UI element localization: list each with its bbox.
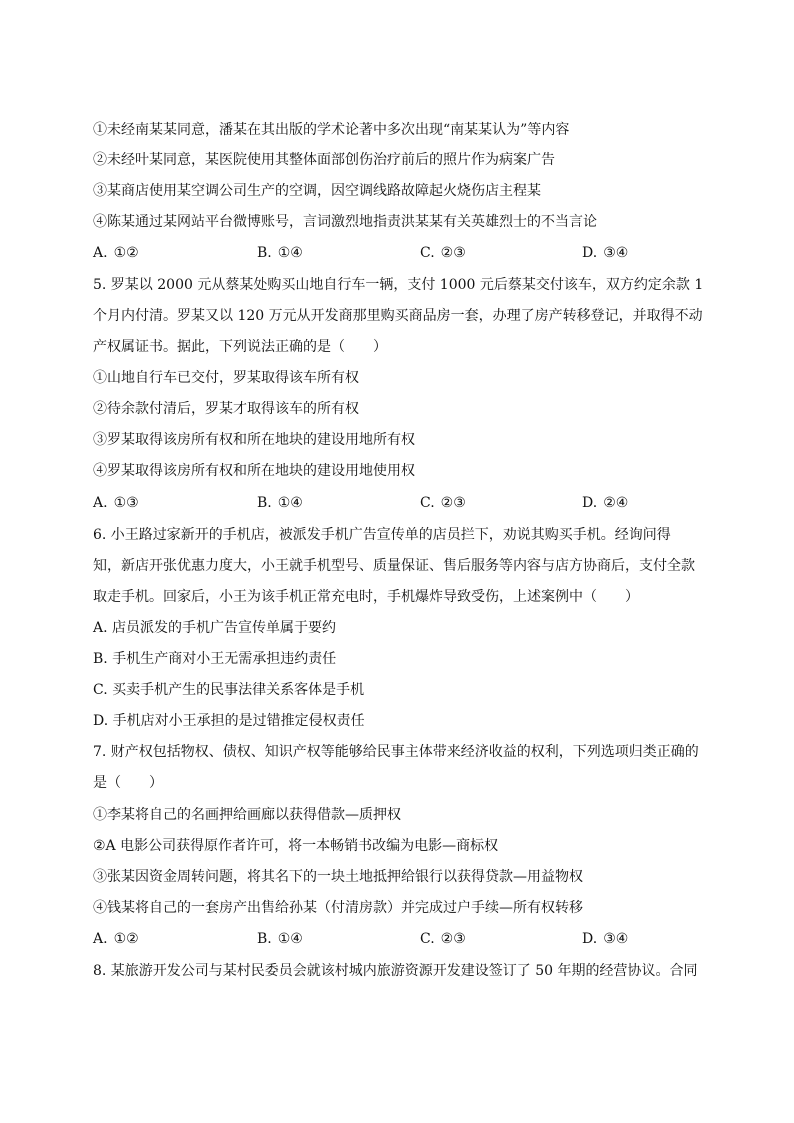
q7-item-4: ④钱某将自己的一套房产出售给孙某（付清房款）并完成过户手续—所有权转移 [93, 900, 583, 916]
q4-item-1: ①未经南某某同意，潘某在其出版的学术论著中多次出现“南某某认为”等内容 [93, 122, 570, 138]
q5-options [93, 493, 713, 513]
q5-item-2: ②待余款付清后，罗某才取得该车的所有权 [93, 401, 359, 417]
q7-option-c: C. ②③ [420, 931, 466, 947]
q5-stem-line-1: 5. 罗某以 2000 元从蔡某处购买山地自行车一辆，支付 1000 元后蔡某交付该车，双方约定余款 1 [93, 277, 704, 293]
q7-option-d: D. ③④ [582, 931, 629, 947]
q5-option-a: A. ①③ [93, 495, 139, 511]
q4-option-b: B. ①④ [257, 245, 303, 261]
q6-choice-d: D. 手机店对小王承担的是过错推定侵权责任 [93, 713, 365, 729]
q5-item-4: ④罗某取得该房所有权和所在地块的建设用地使用权 [93, 463, 415, 479]
q5-item-1: ①山地自行车已交付，罗某取得该车所有权 [93, 370, 359, 386]
q4-options [93, 243, 713, 263]
q7-item-3: ③张某因资金周转问题，将其名下的一块土地抵押给银行以获得贷款—用益物权 [93, 869, 583, 885]
q7-stem-line-1: 7. 财产权包括物权、债权、知识产权等能够给民事主体带来经济收益的权利，下列选项归类正确的 [93, 744, 699, 760]
q5-option-b: B. ①④ [257, 495, 303, 511]
q5-option-c: C. ②③ [420, 495, 466, 511]
q6-choice-a: A. 店员派发的手机广告宣传单属于要约 [93, 620, 337, 636]
q4-option-a: A. ①② [93, 245, 139, 261]
q6-stem-line-3: 取走手机。回家后，小王为该手机正常充电时，手机爆炸导致受伤，上述案例中（ ） [93, 589, 639, 605]
q4-item-2: ②未经叶某同意，某医院使用其整体面部创伤治疗前后的照片作为病案广告 [93, 152, 555, 168]
q4-item-4: ④陈某通过某网站平台微博账号，言词激烈地指责洪某某有关英雄烈士的不当言论 [93, 214, 597, 230]
q5-stem-line-2: 个月内付清。罗某又以 120 万元从开发商那里购买商品房一套，办理了房产转移登记，并取得不动 [93, 308, 703, 324]
q7-options [93, 929, 713, 949]
q6-stem-line-1: 6. 小王路过家新开的手机店，被派发手机广告宣传单的店员拦下，劝说其购买手机。经询问得 [93, 527, 671, 543]
q5-item-3: ③罗某取得该房所有权和所在地块的建设用地所有权 [93, 432, 415, 448]
q8-stem-line-1: 8. 某旅游开发公司与某村民委员会就该村城内旅游资源开发建设签订了 50 年期的经营协议。合同 [93, 963, 698, 979]
q5-option-d: D. ②④ [582, 495, 629, 511]
q5-stem-line-3: 产权属证书。据此，下列说法正确的是（ ） [93, 339, 387, 355]
q7-item-1: ①李某将自己的名画押给画廊以获得借款—质押权 [93, 807, 401, 823]
q7-option-b: B. ①④ [257, 931, 303, 947]
q4-item-3: ③某商店使用某空调公司生产的空调，因空调线路故障起火烧伤店主程某 [93, 183, 541, 199]
q6-stem-line-2: 知，新店开张优惠力度大，小王就手机型号、质量保证、售后服务等内容与店方协商后，支付全款 [93, 558, 695, 574]
q6-choice-b: B. 手机生产商对小王无需承担违约责任 [93, 651, 337, 667]
q7-option-a: A. ①② [93, 931, 139, 947]
q6-choice-c: C. 买卖手机产生的民事法律关系客体是手机 [93, 682, 365, 698]
q4-option-c: C. ②③ [420, 245, 466, 261]
q7-stem-line-2: 是（ ） [93, 775, 163, 791]
q7-item-2: ②A 电影公司获得原作者许可，将一本畅销书改编为电影—商标权 [93, 838, 499, 854]
q4-option-d: D. ③④ [582, 245, 629, 261]
